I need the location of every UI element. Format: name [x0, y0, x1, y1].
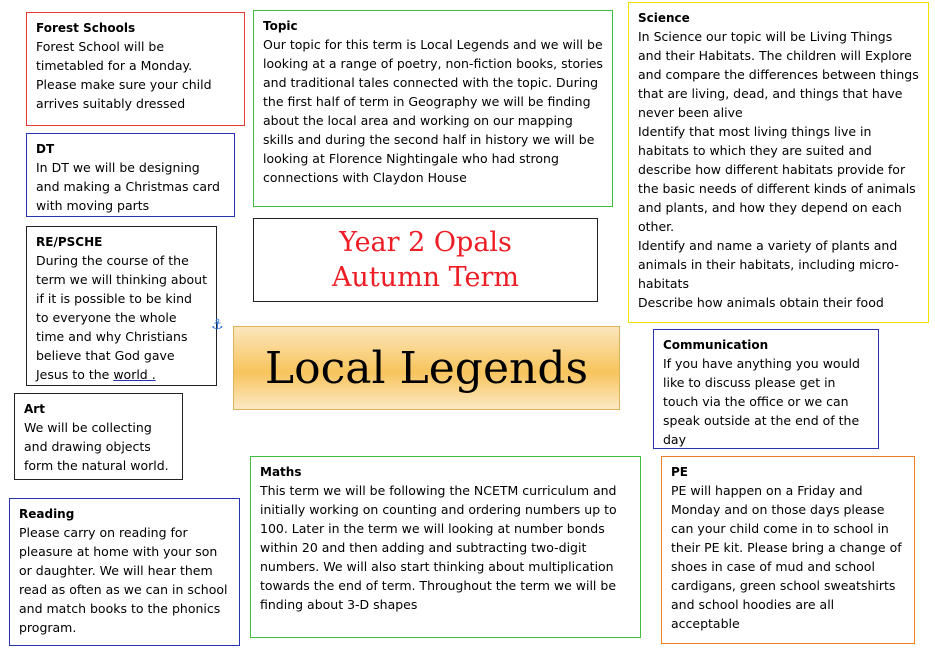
re-psche-body: During the course of the term we will thinking about if it is possible to be kind to everyone the whole time and why Christians believe that God gave Jesus to the: [36, 253, 207, 382]
maths-text: This term we will be following the NCETM curriculum and initially working on counting and ordering numbers up to 100. Later in the term we will looking at number bonds within 20 and then adding and subtracting two-digit numbers. We will also start thinking about multiplication towards the end of term. Throughout the term we will be finding about 3-D shapes: [260, 483, 617, 612]
communication-text: If you have anything you would like to discuss please get in touch via the office or we can speak outside at the end of the day: [663, 356, 860, 447]
art-box: [14, 393, 183, 480]
maths-heading: Maths: [260, 465, 302, 479]
dt-box: [26, 133, 235, 217]
pe-box: [661, 456, 915, 644]
dt-text: In DT we will be designing and making a Christmas card with moving parts: [36, 160, 220, 213]
re-psche-text: [36, 251, 207, 384]
science-box: [628, 2, 929, 323]
art-heading: Art: [24, 402, 45, 416]
topic-text: Our topic for this term is Local Legends and we will be looking at a range of poetry, non-fiction books, stories and traditional tales connected with the topic. During the first half of term in Geography we will be finding about the local area and working on our mapping skills and during the second half in history we will be looking at Florence Nightingale who had strong connections with Claydon House: [263, 37, 603, 185]
forest-schools-text: Forest School will be timetabled for a Monday. Please make sure your child arrives suitably dressed: [36, 39, 212, 111]
class-title-line1: Year 2 Opals: [339, 227, 512, 258]
topic-heading: Topic: [263, 19, 298, 33]
re-psche-box: [26, 226, 217, 386]
reading-heading: Reading: [19, 507, 75, 521]
dt-heading: DT: [36, 142, 55, 156]
anchor-icon: ⚓: [211, 317, 224, 333]
science-heading: Science: [638, 11, 690, 25]
re-psche-heading: RE/PSCHE: [36, 235, 103, 249]
re-psche-last-word: world .: [113, 367, 156, 382]
forest-schools-box: [26, 12, 245, 126]
topic-banner-text: Local Legends: [264, 342, 589, 394]
topic-banner: [233, 326, 620, 410]
science-paragraph: Describe how animals obtain their food: [638, 295, 884, 310]
reading-box: [9, 498, 240, 646]
class-title-box: [253, 218, 598, 302]
communication-box: [653, 329, 879, 449]
reading-text: Please carry on reading for pleasure at home with your son or daughter. We will hear them read as often as we can in school and match books to the phonics program.: [19, 525, 228, 635]
pe-heading: PE: [671, 465, 688, 479]
maths-box: [250, 456, 641, 638]
art-text: We will be collecting and drawing objects form the natural world.: [24, 420, 169, 473]
science-paragraph: Identify and name a variety of plants and animals in their habitats, including micro-habitats: [638, 238, 899, 291]
topic-box: [253, 10, 613, 207]
science-paragraph: In Science our topic will be Living Things and their Habitats. The children will Explore and compare the differences between things that are living, dead, and things that have never been alive: [638, 29, 919, 120]
class-title-line2: Autumn Term: [331, 262, 520, 293]
pe-text: PE will happen on a Friday and Monday and on those days please can your child come in to school in their PE kit. Please bring a change of shoes in case of mud and school cardigans, green school sweatshirts and school hoodies are all acceptable: [671, 483, 902, 631]
forest-schools-heading: Forest Schools: [36, 21, 136, 35]
communication-heading: Communication: [663, 338, 769, 352]
science-paragraph: Identify that most living things live in habitats to which they are suited and describe how different habitats provide for the basic needs of different kinds of animals and plants, and how they depend on each other.: [638, 124, 916, 234]
